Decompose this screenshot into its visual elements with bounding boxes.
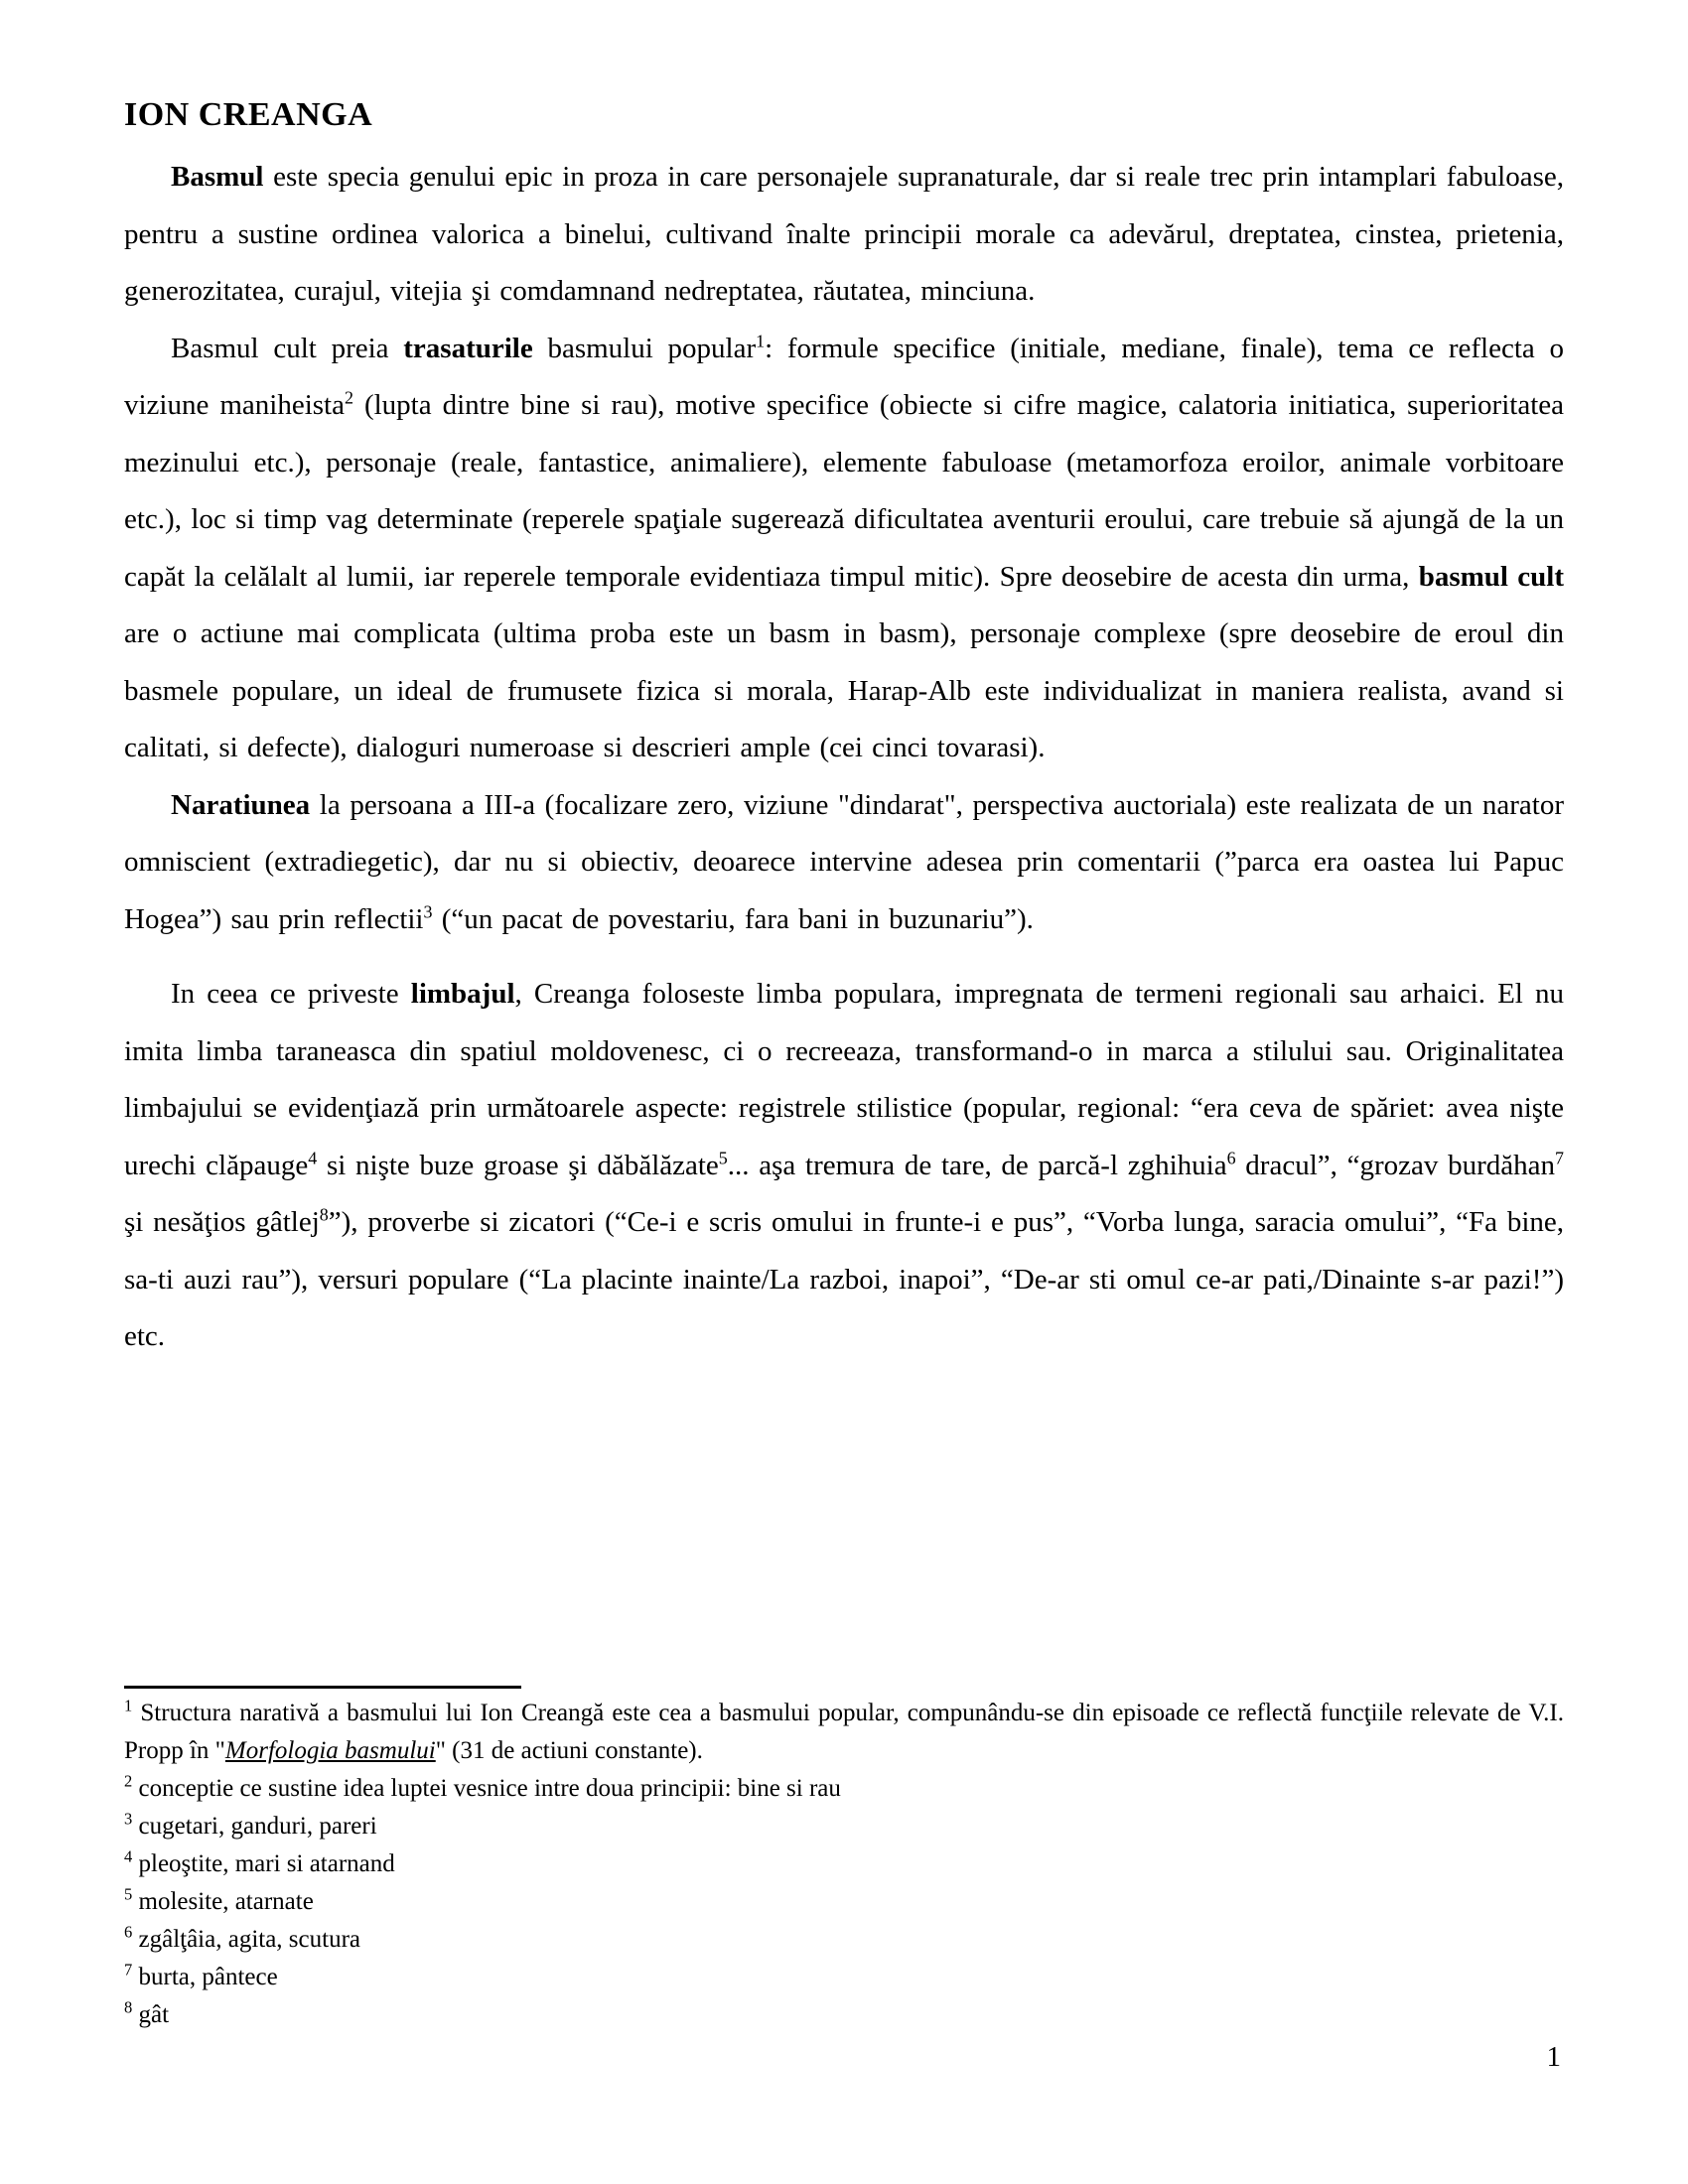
text-run: si nişte buze groase şi dăbălăzate — [317, 1149, 719, 1181]
text-run: Basmul — [171, 161, 264, 193]
footnote-ref: 3 — [423, 900, 433, 921]
text-run: pleoştite, mari si atarnand — [132, 1850, 395, 1877]
paragraph-limbajul — [124, 966, 1564, 1366]
footnote-8 — [124, 1996, 1564, 2034]
footnote-separator — [124, 1686, 521, 1689]
text-run: burta, pântece — [132, 1964, 278, 1990]
text-run: este specia genului epic in proza in care personajele supranaturale, dar si reale trec prin intamplari fabuloase, pentru a sustine ordinea valorica a binelui, cultivand înalte principii morale ca adevărul, dreptatea, cinstea, prietenia, generozitatea, curajul, vitejia şi comdamnand nedreptatea, răutatea, minciuna. — [124, 161, 1564, 307]
footnote-ref: 4 — [124, 1846, 133, 1866]
text-run: la persoana a III-a (focalizare zero, viziune "dindarat", perspectiva auctoriala) este realizata de un narator omniscient (extradiegetic), dar nu si obiectiv, deoarece intervine adesea prin comentarii (”parca era oastea lui Papuc Hogea”) sau prin reflectii — [124, 788, 1564, 935]
footnote-ref: 4 — [308, 1147, 318, 1167]
footnote-1 — [124, 1695, 1564, 1770]
footnote-ref: 1 — [124, 1696, 133, 1715]
footnote-ref: 5 — [718, 1147, 728, 1167]
text-run: Morfologia basmului — [224, 1737, 436, 1764]
text-run: ”), proverbe si zicatori (“Ce-i e scris omului in frunte-i e pus”, “Vorba lunga, saracia omului”, “Fa bine, sa-ti auzi rau”), versuri populare (“La placinte inainte/La razboi, inapoi”, “De-ar sti omul ce-ar pati,/Dinainte s-ar pazi!”) etc. — [124, 1206, 1564, 1352]
text-run: limbajul — [410, 978, 515, 1010]
text-run: are o actiune mai complicata (ultima proba este un basm in basm), personaje complexe (spre deosebire de eroul din basmele populare, un ideal de frumusete fizica si morala, Harap-Alb este individualizat in maniera realista, avand si calitati, si defecte), dialoguri numeroase si descrieri ample (cei cinci tovarasi). — [124, 617, 1564, 763]
footnotes-section — [124, 1686, 1564, 2034]
text-run: : formule specifice (initiale, mediane, finale), tema ce reflecta o viziune maniheista — [124, 332, 1564, 421]
text-run: (“un pacat de povestariu, fara bani in buzunariu”). — [432, 902, 1034, 935]
text-run: trasaturile — [403, 332, 533, 364]
footnote-2 — [124, 1770, 1564, 1808]
text-run: zgâlţâia, agita, scutura — [132, 1926, 360, 1953]
footnote-ref: 5 — [124, 1884, 133, 1904]
footnote-ref: 3 — [124, 1809, 133, 1829]
paragraph-naratiunea — [124, 777, 1564, 949]
paragraph-basmul — [124, 149, 1564, 321]
document-body — [124, 0, 1564, 1366]
footnote-6 — [124, 1921, 1564, 1959]
footnote-ref: 7 — [1555, 1147, 1564, 1167]
text-run: ... aşa tremura de tare, de parcă-l zghihuia — [727, 1149, 1227, 1181]
footnote-ref: 8 — [124, 1997, 133, 2017]
text-run: " (31 de actiuni constante). — [435, 1737, 703, 1764]
footnote-4 — [124, 1845, 1564, 1883]
footnote-5 — [124, 1883, 1564, 1921]
footnote-7 — [124, 1959, 1564, 1996]
text-run: , Creanga foloseste limba populara, impregnata de termeni regionali sau arhaici. El nu imita limba taraneasca din spatiul moldovenesc, ci o recreeaza, transformand-o in marca a stilului sau. Originalitatea limbajului se evidenţiază prin următoarele aspecte: registrele stilistice (popular, regional: “era ceva de spăriet: avea nişte urechi clăpauge — [124, 978, 1565, 1181]
text-run: Structura narativă a basmului lui Ion Creangă este cea a basmului popular, compunându-se din episoade ce reflectă funcţiile relevate de V.I. Propp în " — [124, 1700, 1564, 1764]
text-run: In ceea ce priveste — [171, 978, 411, 1010]
text-run: cugetari, ganduri, pareri — [132, 1813, 377, 1840]
text-run: dracul”, “grozav burdăhan — [1235, 1149, 1555, 1181]
text-run: basmului popular — [532, 332, 757, 364]
footnote-ref: 2 — [344, 387, 353, 408]
footnote-3 — [124, 1808, 1564, 1845]
footnote-ref: 6 — [124, 1922, 133, 1942]
text-run: basmul cult — [1418, 560, 1564, 593]
footnote-ref: 2 — [124, 1771, 133, 1791]
page-number: 1 — [1546, 2041, 1561, 2073]
text-run: Naratiunea — [171, 788, 311, 821]
text-run: molesite, atarnate — [132, 1888, 314, 1915]
text-run: conceptie ce sustine idea luptei vesnice intre doua principii: bine si rau — [132, 1775, 841, 1802]
page-title: ION CREANGA — [124, 96, 373, 133]
text-run: (lupta dintre bine si rau), motive specifice (obiecte si cifre magice, calatoria initiatica, superioritatea mezinului etc.), personaje (reale, fantastice, animaliere), elemente fabuloase (metamorfoza eroilor, animale vorbitoare etc.), loc si timp vag determinate (reperele spaţiale sugerează dificultatea aventurii eroului, care trebuie să ajungă de la un capăt la celălalt al lumii, iar reperele temporale evidentiaza timpul mitic). Spre deosebire de acesta din urma, — [124, 389, 1564, 593]
footnote-ref: 1 — [756, 330, 766, 350]
footnote-ref: 8 — [319, 1204, 329, 1225]
text-run: Basmul cult preia — [171, 332, 404, 364]
text-run: şi nesăţios gâtlej — [124, 1206, 320, 1238]
footnote-ref: 7 — [124, 1960, 133, 1979]
paragraph-basmul-cult — [124, 321, 1564, 777]
text-run: gât — [132, 2001, 170, 2028]
footnote-ref: 6 — [1226, 1147, 1236, 1167]
